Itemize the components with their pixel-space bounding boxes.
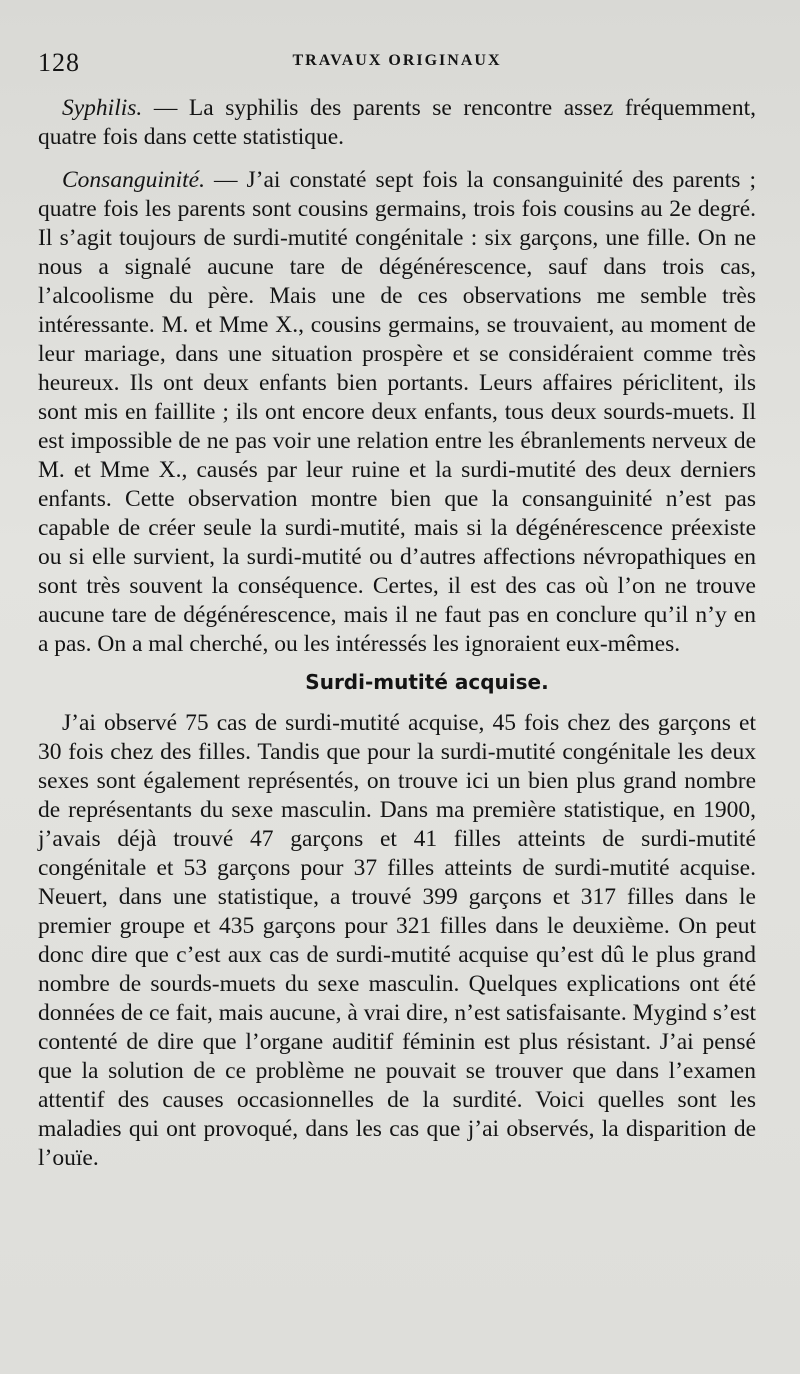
running-title: TRAVAUX ORIGINAUX bbox=[292, 52, 502, 69]
paragraph-consanguinite bbox=[38, 166, 756, 659]
paragraph-lead-consanguinite: Consanguinité. bbox=[62, 167, 205, 193]
page-number: 128 bbox=[38, 48, 80, 77]
body-text bbox=[38, 94, 756, 1173]
paragraph-surdi-mutite-acquise: J’ai observé 75 cas de surdi-mutité acquise, 45 fois chez des garçons et 30 fois chez des filles. Tandis que pour la surdi-mutité congénitale les deux sexes sont également représentés, on trouve ici un bien plus grand nombre de représentants du sexe masculin. Dans ma première statistique, en 1900, j’avais déjà trouvé 47 garçons et 41 filles atteints de surdi-mutité congénitale et 53 garçons pour 37 filles atteints de surdi-mutité acquise. Neuert, dans une statistique, a trouvé 399 garçons et 317 filles dans le premier groupe et 435 garçons pour 321 filles dans le deuxième. On peut donc dire que c’est aux cas de surdi-mutité acquise qu’est dû le plus grand nombre de sourds-muets du sexe masculin. Quelques explications ont été données de ce fait, mais aucune, à vrai dire, n’est satisfaisante. Mygind s’est contenté de dire que l’organe auditif féminin est plus résistant. J’ai pensé que la solution de ce problème ne pouvait se trouver que dans l’examen attentif des causes occasionnelles de la surdité. Voici quelles sont les maladies qui ont provoqué, dans les cas que j’ai observés, la disparition de l’ouïe. bbox=[38, 710, 756, 1171]
paragraph-text-syphilis: — La syphilis des parents se rencontre assez fréquemment, quatre fois dans cette statistique. bbox=[38, 95, 756, 150]
section-heading: Surdi-mutité acquise. bbox=[305, 670, 549, 694]
paragraph-lead-syphilis: Syphilis. bbox=[62, 95, 143, 121]
paragraph-syphilis bbox=[38, 94, 756, 152]
running-head bbox=[38, 40, 756, 80]
paragraph-text-consanguinite: — J’ai constaté sept fois la consanguinité des parents ; quatre fois les parents sont cousins germains, trois fois cousins au 2e degré. Il s’agit toujours de surdi-mutité congénitale : six garçons, une fille. On ne nous a signalé aucune tare de dégénérescence, sauf dans trois cas, l’alcoolisme du père. Mais une de ces observations me semble très intéressante. M. et Mme X., cousins germains, se trouvaient, au moment de leur mariage, dans une situation prospère et se considéraient comme très heureux. Ils ont deux enfants bien portants. Leurs affaires périclitent, ils sont mis en faillite ; ils ont encore deux enfants, tous deux sourds-muets. Il est impossible de ne pas voir une relation entre les ébranlements nerveux de M. et Mme X., causés par leur ruine et la surdi-mutité des deux derniers enfants. Cette observation montre bien que la consanguinité n’est pas capable de créer seule la surdi-mutité, mais si la dégénérescence préexiste ou si elle survient, la surdi-mutité ou d’autres affections névropathiques en sont très souvent la conséquence. Certes, il est des cas où l’on ne trouve aucune tare de dégénérescence, mais il ne faut pas en conclure qu’il n’y en a pas. On a mal cherché, ou les intéressés les ignoraient eux-mêmes. bbox=[38, 167, 756, 657]
